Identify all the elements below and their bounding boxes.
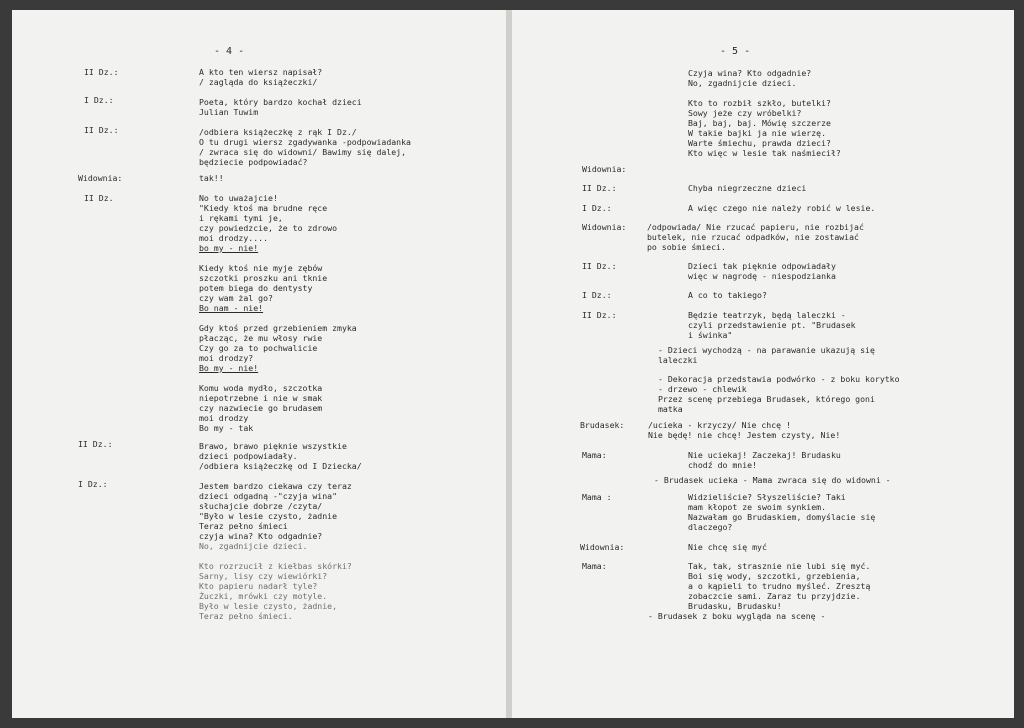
- dialogue-line: czy powiedzcie, że to zdrowo: [199, 223, 338, 233]
- dialogue-line: dzieci podpowiadały.: [199, 451, 298, 461]
- dialogue-line: [199, 313, 357, 323]
- dialogue-line: moi drodzy....: [199, 233, 269, 243]
- dialogue-line: Widzieliście? Słyszeliście? Taki: [688, 492, 846, 502]
- dialogue-line: - Brudasek ucieka - Mama zwraca się do widowni -: [654, 475, 891, 485]
- speaker: I Dz.:: [582, 203, 612, 213]
- dialogue-line: "Było w lesie czysto, żadnie: [199, 511, 338, 521]
- dialogue-line: Bo my - nie!: [199, 363, 259, 373]
- dialogue-block: [199, 441, 362, 471]
- dialogue-line: Komu woda mydło, szczotka: [199, 383, 323, 393]
- dialogue-block: [199, 127, 411, 167]
- dialogue-line: Nazwałam go Brudaskiem, domyślacie się: [688, 512, 876, 522]
- speaker: Brudasek:: [580, 420, 625, 430]
- dialogue-line: Chyba niegrzeczne dzieci: [688, 183, 807, 193]
- dialogue-line: - Brudasek z boku wygląda na scenę -: [648, 611, 826, 621]
- dialogue-block: [199, 173, 224, 183]
- dialogue-line: Julian Tuwim: [199, 107, 259, 117]
- dialogue-line: Było w lesie czysto, żadnie,: [199, 601, 338, 611]
- dialogue-block: [688, 492, 875, 532]
- dialogue-line: No, zgadnijcie dzieci.: [688, 78, 797, 88]
- dialogue-line: No to uważajcie!: [199, 193, 278, 203]
- dialogue-block: [199, 481, 352, 621]
- dialogue-line: "Kiedy ktoś ma brudne ręce: [199, 203, 328, 213]
- speaker: Widownia:: [582, 222, 627, 232]
- dialogue-line: butelek, nie rzucać odpadków, nie zostawiać: [647, 232, 859, 242]
- dialogue-block: [688, 203, 875, 213]
- dialogue-line: chodź do mnie!: [688, 460, 758, 470]
- dialogue-line: czy nazwiecie go brudasem: [199, 403, 323, 413]
- right-page: [512, 10, 1014, 718]
- dialogue-line: - Dekoracja przedstawia podwórko - z boku korytko: [658, 374, 900, 384]
- dialogue-block: [688, 450, 841, 470]
- speaker: Widownia:: [580, 542, 625, 552]
- dialogue-line: płacząc, że mu włosy rwie: [199, 333, 323, 343]
- dialogue-line: Bo my - tak: [199, 423, 254, 433]
- dialogue-line: niepotrzebne i nie w smak: [199, 393, 323, 403]
- dialogue-line: dlaczego?: [688, 522, 733, 532]
- page-number-right: - 5 -: [720, 46, 751, 57]
- dialogue-line: Bo nam - nie!: [199, 303, 264, 313]
- dialogue-line: Brudasku, Brudasku!: [688, 601, 782, 611]
- speaker: II Dz.:: [582, 183, 617, 193]
- dialogue-line: [199, 253, 357, 263]
- dialogue-line: Kto papieru nadarł tyle?: [199, 581, 318, 591]
- dialogue-line: W takie bajki ja nie wierzę.: [688, 128, 827, 138]
- dialogue-line: laleczki: [658, 355, 698, 365]
- dialogue-line: A co to takiego?: [688, 290, 767, 300]
- dialogue-line: /odpowiada/ Nie rzucać papieru, nie rozbijać: [647, 222, 864, 232]
- dialogue-line: moi drodzy?: [199, 353, 254, 363]
- dialogue-line: szczotki proszku ani tknie: [199, 273, 328, 283]
- dialogue-line: /odbiera książeczkę od I Dziecka/: [199, 461, 362, 471]
- dialogue-line: moi drodzy: [199, 413, 249, 423]
- dialogue-line: Czy go za to pochwalicie: [199, 343, 318, 353]
- dialogue-line: No, zgadnijcie dzieci.: [199, 541, 308, 551]
- dialogue-line: Żuczki, mrówki czy motyle.: [199, 591, 328, 601]
- dialogue-line: czyja wina? Kto odgadnie?: [199, 531, 323, 541]
- dialogue-line: czyli przedstawienie pt. "Brudasek: [688, 320, 856, 330]
- dialogue-line: Brawo, brawo pięknie wszystkie: [199, 441, 347, 451]
- dialogue-line: bo my - nie!: [199, 243, 259, 253]
- dialogue-line: Przez scenę przebiega Brudasek, którego goni: [658, 394, 875, 404]
- dialogue-line: czy wam żal go?: [199, 293, 273, 303]
- speaker: II Dz.:: [84, 125, 119, 135]
- dialogue-line: a o kąpieli to trudno myśleć. Zresztą: [688, 581, 871, 591]
- dialogue-line: Warte śmiechu, prawda dzieci?: [688, 138, 831, 148]
- dialogue-line: dzieci odgadną -"czyja wina": [199, 491, 338, 501]
- dialogue-block: [688, 561, 870, 611]
- dialogue-line: i rękami tymi je,: [199, 213, 283, 223]
- dialogue-line: Kiedy ktoś nie myje zębów: [199, 263, 323, 273]
- dialogue-line: Poeta, który bardzo kochał dzieci: [199, 97, 362, 107]
- dialogue-line: Będzie teatrzyk, będą laleczki -: [688, 310, 846, 320]
- dialogue-line: O tu drugi wiersz zgadywanka -podpowiadanka: [199, 137, 411, 147]
- dialogue-block: [647, 222, 864, 252]
- dialogue-line: / zwraca się do widowni/ Bawimy się dalej,: [199, 147, 407, 157]
- poem-block: [688, 68, 841, 158]
- stage-direction: [654, 475, 891, 485]
- speaker: Mama:: [582, 561, 607, 571]
- page-number-left: - 4 -: [214, 46, 245, 57]
- dialogue-block: [688, 183, 806, 193]
- left-page: [12, 10, 506, 718]
- speaker: II Dz.: [84, 193, 114, 203]
- dialogue-line: Nie uciekaj! Zaczekaj! Brudasku: [688, 450, 841, 460]
- dialogue-line: - Dzieci wychodzą - na parawanie ukazują się: [658, 345, 875, 355]
- dialogue-line: Kto rozrzucił z kiełbas skórki?: [199, 561, 352, 571]
- dialogue-line: Teraz pełno śmieci: [199, 521, 288, 531]
- dialogue-line: Tak, tak, strasznie nie lubi się myć.: [688, 561, 871, 571]
- dialogue-line: /ucieka - krzyczy/ Nie chcę !: [648, 420, 791, 430]
- dialogue-line: Kto to rozbił szkło, butelki?: [688, 98, 831, 108]
- dialogue-line: Nie chcę się myć: [688, 542, 767, 552]
- dialogue-line: A więc czego nie należy robić w lesie.: [688, 203, 876, 213]
- dialogue-line: będziecie podpowiadać?: [199, 157, 308, 167]
- speaker: Mama:: [582, 450, 607, 460]
- speaker: II Dz.:: [78, 439, 113, 449]
- speaker: II Dz.:: [84, 67, 119, 77]
- dialogue-line: i świnka": [688, 330, 733, 340]
- dialogue-block: [199, 67, 322, 87]
- dialogue-line: Nie będę! nie chcę! Jestem czysty, Nie!: [648, 430, 841, 440]
- dialogue-line: matka: [658, 404, 683, 414]
- speaker: Widownia:: [78, 173, 123, 183]
- dialogue-line: /odbiera książeczkę z rąk I Dz./: [199, 127, 357, 137]
- dialogue-line: Dzieci tak pięknie odpowiadały: [688, 261, 836, 271]
- dialogue-line: słuchajcie dobrze /czyta/: [199, 501, 323, 511]
- dialogue-line: tak!!: [199, 173, 224, 183]
- stage-direction: [648, 611, 825, 621]
- speaker: II Dz.:: [582, 261, 617, 271]
- dialogue-line: Gdy ktoś przed grzebieniem zmyka: [199, 323, 357, 333]
- dialogue-line: A kto ten wiersz napisał?: [199, 67, 323, 77]
- dialogue-block: [688, 261, 836, 281]
- dialogue-line: więc w nagrodę - niespodzianka: [688, 271, 836, 281]
- dialogue-block: [648, 420, 840, 440]
- speaker: I Dz.:: [84, 95, 114, 105]
- dialogue-line: potem biega do dentysty: [199, 283, 313, 293]
- dialogue-line: zobaczcie sami. Zaraz tu przyjdzie.: [688, 591, 861, 601]
- dialogue-line: Sowy jeże czy wróbelki?: [688, 108, 802, 118]
- dialogue-block: [199, 97, 362, 117]
- dialogue-line: - drzewo - chlewik: [658, 384, 747, 394]
- dialogue-block: [688, 542, 767, 552]
- dialogue-block: [688, 290, 767, 300]
- dialogue-line: Czyja wina? Kto odgadnie?: [688, 68, 812, 78]
- stage-direction: [658, 374, 900, 414]
- stage-direction: [658, 345, 875, 365]
- speaker: I Dz.:: [78, 479, 108, 489]
- dialogue-line: [688, 88, 841, 98]
- dialogue-line: Teraz pełno śmieci.: [199, 611, 293, 621]
- dialogue-line: po sobie śmieci.: [647, 242, 726, 252]
- dialogue-line: Boi się wody, szczotki, grzebienia,: [688, 571, 861, 581]
- speaker: Widownia:: [582, 164, 627, 174]
- dialogue-line: / zagląda do książeczki/: [199, 77, 318, 87]
- dialogue-line: mam kłopot ze swoim synkiem.: [688, 502, 827, 512]
- speaker: I Dz.:: [582, 290, 612, 300]
- dialogue-line: [199, 373, 357, 383]
- dialogue-block: [199, 193, 357, 433]
- speaker: II Dz.:: [582, 310, 617, 320]
- dialogue-line: Sarny, lisy czy wiewiórki?: [199, 571, 328, 581]
- dialogue-line: Jestem bardzo ciekawa czy teraz: [199, 481, 352, 491]
- dialogue-line: Baj, baj, baj. Mówię szczerze: [688, 118, 831, 128]
- speaker: Mama :: [582, 492, 612, 502]
- dialogue-line: [199, 551, 352, 561]
- dialogue-block: [688, 310, 856, 340]
- dialogue-line: Kto więc w lesie tak naśmiecił?: [688, 148, 841, 158]
